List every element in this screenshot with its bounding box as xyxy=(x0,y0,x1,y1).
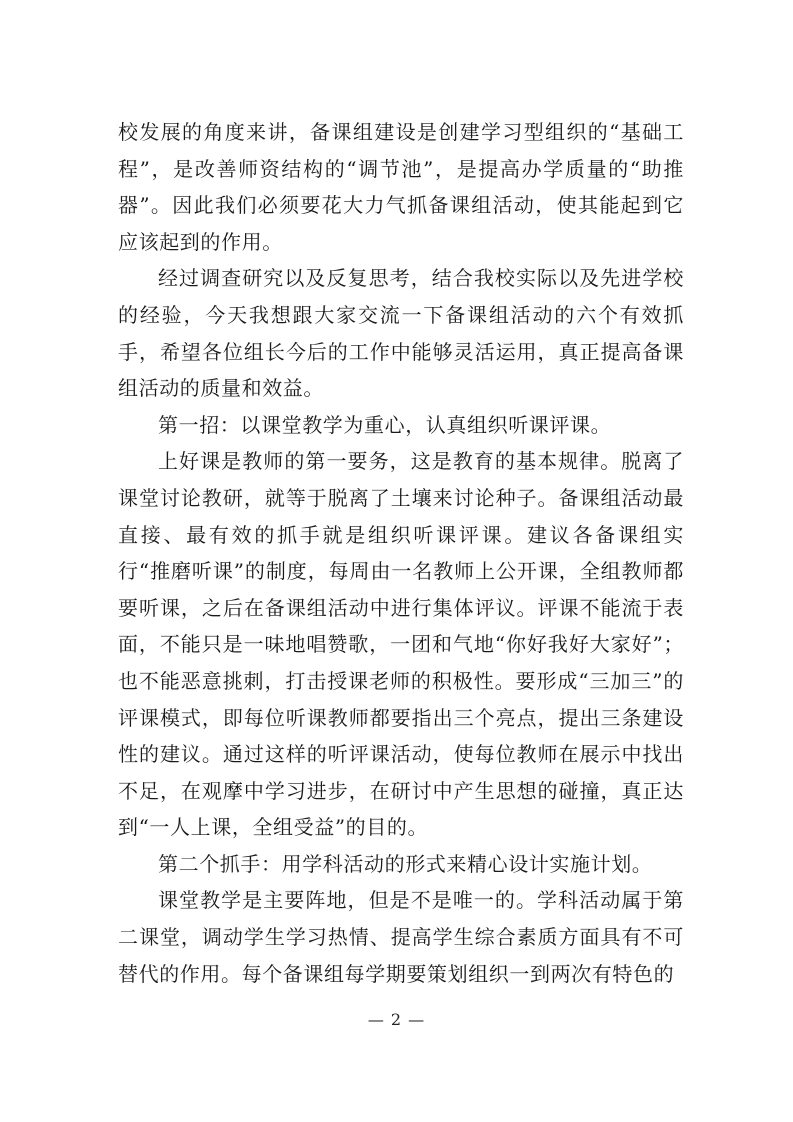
document-body xyxy=(118,114,684,992)
paragraph-second-method: 课堂教学是主要阵地，但是不是唯一的。学科活动属于第二课堂，调动学生学习热情、提高学生综合素质方面具有不可替代的作用。每个备课组每学期要策划组织一到两次有特色的 xyxy=(118,888,684,986)
heading-second-method: 第二个抓手：用学科活动的形式来精心设计实施计划。 xyxy=(158,851,653,876)
paragraph-intro: 经过调查研究以及反复思考，结合我校实际以及先进学校的经验，今天我想跟大家交流一下备课组活动的六个有效抓手，希望各位组长今后的工作中能够灵活运用，真正提高备课组活动的质量和效益。 xyxy=(118,266,684,401)
heading-first-method: 第一招：以课堂教学为重心，认真组织听课评课。 xyxy=(158,412,612,437)
page-number: — 2 — xyxy=(367,1010,426,1029)
paragraph-continuation: 校发展的角度来讲，备课组建设是创建学习型组织的“基础工程”，是改善师资结构的“调节池”，是提高办学质量的“助推器”。因此我们必须要花大力气抓备课组活动，使其能起到它应该起到的作用。 xyxy=(118,120,684,254)
paragraph-first-method: 上好课是教师的第一要务，这是教育的基本规律。脱离了课堂讨论教研，就等于脱离了土壤来讨论种子。备课组活动最直接、最有效的抓手就是组织听课评课。建议各备课组实行“推磨听课”的制度，每周由一名教师上公开课，全组教师都要听课，之后在备课组活动中进行集体评议。评课不能流于表面，不能只是一味地唱赞歌，一团和气地“你好我好大家好”；也不能恶意挑刺，打击授课老师的积极性。要形成“三加三”的评课模式，即每位听课教师都要指出三个亮点，提出三条建设性的建议。通过这样的听评课活动，使每位教师在展示中找出不足，在观摩中学习进步，在研讨中产生思想的碰撞，真正达到“一人上课，全组受益”的目的。 xyxy=(118,449,684,840)
